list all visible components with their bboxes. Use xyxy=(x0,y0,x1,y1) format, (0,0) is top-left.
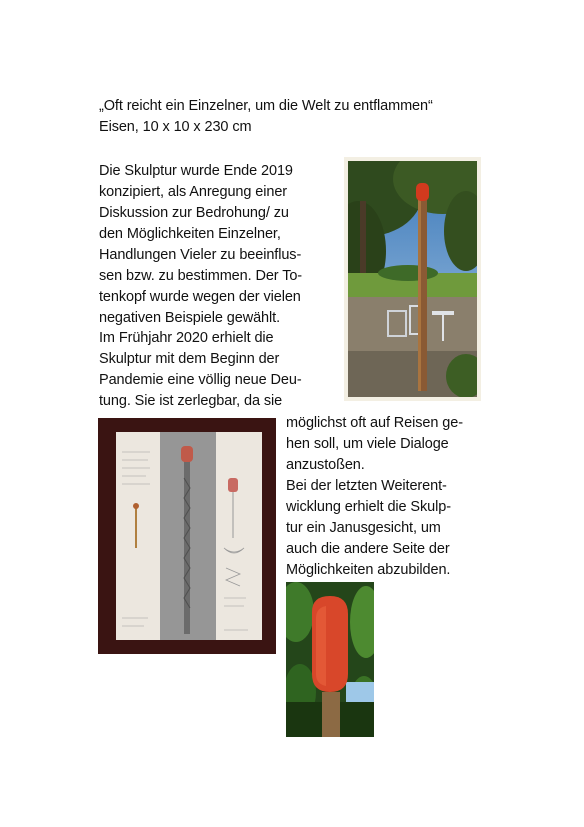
body-line: den Möglichkeiten Einzelner, xyxy=(99,226,281,242)
body-line: Diskussion zur Bedrohung/ zu xyxy=(99,205,289,221)
body-line: Die Skulptur wurde Ende 2019 xyxy=(99,163,293,179)
body-line: Möglichkeiten abzubilden. xyxy=(286,562,451,578)
body-line: Handlungen Vieler zu beeinflus- xyxy=(99,247,302,263)
body-line: anzustoßen. xyxy=(286,457,365,473)
body-line: negativen Beispiele gewählt. xyxy=(99,310,280,326)
red-head-closeup-photo xyxy=(286,582,374,737)
body-line: möglichst oft auf Reisen ge- xyxy=(286,415,463,431)
sculpture-in-garden-photo xyxy=(344,157,481,401)
title-line-2: Eisen, 10 x 10 x 230 cm xyxy=(99,119,252,135)
title-line-1: „Oft reicht ein Einzelner, um die Welt zu entflammen“ xyxy=(99,98,433,114)
body-line: konzipiert, als Anregung einer xyxy=(99,184,288,200)
sculpture-drawing-photo xyxy=(98,418,276,654)
body-line: Pandemie eine völlig neue Deu- xyxy=(99,372,302,388)
body-line: hen soll, um viele Dialoge xyxy=(286,436,449,452)
body-line: Bei der letzten Weiterent- xyxy=(286,478,447,494)
body-line: tur ein Janusgesicht, um xyxy=(286,520,441,536)
body-line: auch die andere Seite der xyxy=(286,541,450,557)
body-line: Im Frühjahr 2020 erhielt die xyxy=(99,330,274,346)
body-line: sen bzw. zu bestimmen. Der To- xyxy=(99,268,303,284)
body-line: wicklung erhielt die Skulp- xyxy=(286,499,451,515)
body-line: tenkopf wurde wegen der vielen xyxy=(99,289,301,305)
body-line: tung. Sie ist zerlegbar, da sie xyxy=(99,393,283,409)
body-line: Skulptur mit dem Beginn der xyxy=(99,351,280,367)
